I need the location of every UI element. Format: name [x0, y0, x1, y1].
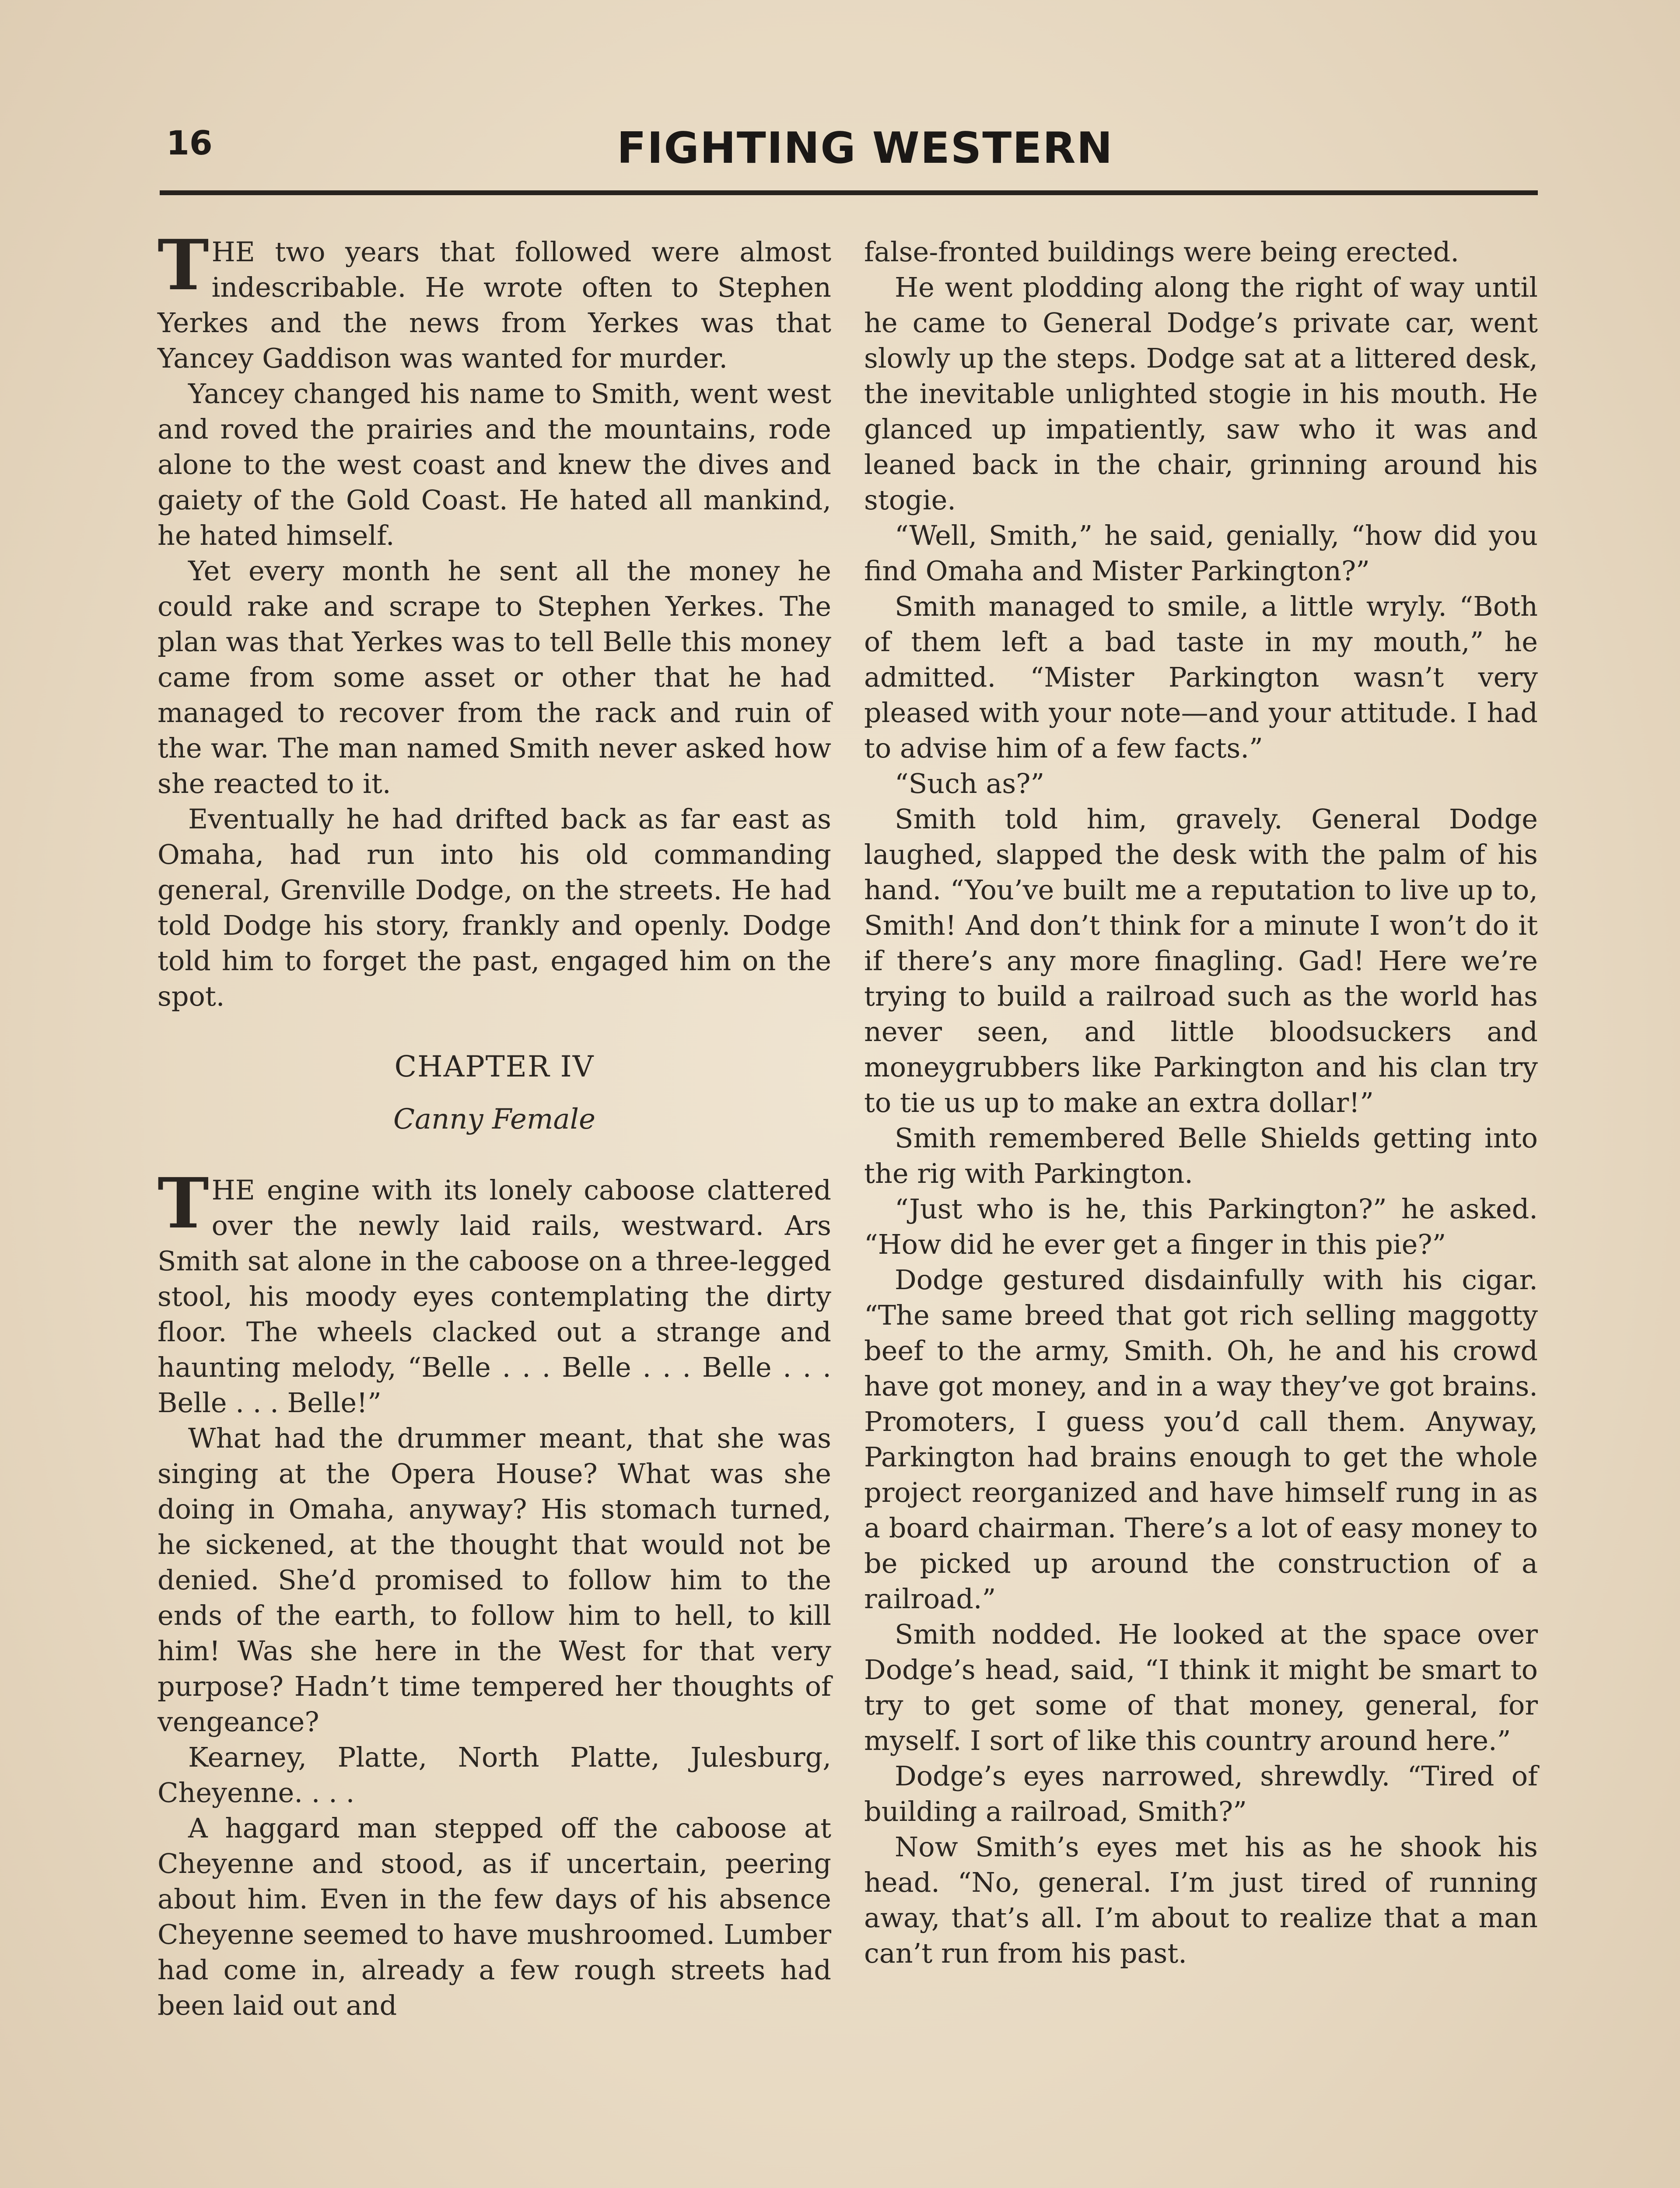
- paragraph: false-fronted buildings were being erected.: [864, 236, 1460, 268]
- right-column: [864, 234, 1538, 1971]
- paragraph: Yancey changed his name to Smith, went west and roved the prairies and the mountains, rode alone to the west coast and knew the dives and gaiety of the Gold Coast. He hated all mankind, he hated himself.: [158, 378, 831, 551]
- paragraph: Now Smith’s eyes met his as he shook his head. “No, general. I’m just tired of running away, that’s all. I’m about to realize that a man can’t run from his past.: [864, 1831, 1538, 1969]
- paragraph-text: HE two years that followed were almost indescribable. He wrote often to Stephen Yerkes and the news from Yerkes was that Yancey Gaddison was wanted for murder.: [158, 236, 831, 374]
- paragraph: Eventually he had drifted back as far east as Omaha, had run into his old commanding general, Grenville Dodge, on the streets. He had told Dodge his story, frankly and openly. Dodge told him to forget the past, engaged him on the spot.: [158, 803, 831, 1012]
- paragraph: [158, 1163, 831, 1420]
- chapter-subtitle: Canny Female: [393, 1103, 596, 1136]
- paragraph: Smith nodded. He looked at the space over Dodge’s head, said, “I think it might be smart to try to get some of that money, general, for myself. I sort of like this country around here.”: [864, 1618, 1538, 1757]
- paragraph: What had the drummer meant, that she was singing at the Opera House? What was she doing in Omaha, anyway? His stomach turned, he sickened, at the thought that would not be denied. She’d promised to follow him to the ends of the earth, to follow him to hell, to kill him! Was she here in the West for that very purpose? Hadn’t time tempered her thoughts of vengeance?: [158, 1422, 831, 1738]
- paragraph: Dodge gestured disdainfully with his cigar. “The same breed that got rich selling maggotty beef to the army, Smith. Oh, he and his crowd have got money, and in a way they’ve got brains. Promoters, I guess you’d call them. Anyway, Parkington had brains enough to get the whole project reorganized and have himself rung in as a board chairman. There’s a lot of easy money to be picked up around the construction of a railroad.”: [864, 1264, 1538, 1615]
- left-column: [158, 225, 831, 2023]
- header-rule: [160, 190, 1538, 195]
- paragraph: Kearney, Platte, North Platte, Julesburg, Cheyenne. . . .: [158, 1741, 831, 1809]
- running-header-title: FIGHTING WESTERN: [617, 123, 1113, 173]
- paragraph: Yet every month he sent all the money he could rake and scrape to Stephen Yerkes. The plan was that Yerkes was to tell Belle this money came from some asset or other that he had managed to recover from the rack and ruin of the war. The man named Smith never asked how she reacted to it.: [158, 555, 831, 799]
- paragraph-text: HE engine with its lonely caboose clattered over the newly laid rails, westward. Ars Smith sat alone in the caboose on a three-legged stool, his moody eyes contemplating the dirty floor. The wheels clacked out a strange and haunting melody, “Belle . . . Belle . . . Belle . . . Belle . . . Belle!”: [158, 1174, 831, 1419]
- paragraph: Smith told him, gravely. General Dodge laughed, slapped the desk with the palm of his hand. “You’ve built me a reputation to live up to, Smith! And don’t think for a minute I won’t do it if there’s any more finagling. Gad! Here we’re trying to build a railroad such as the world has never seen, and little bloodsuckers and moneygrubbers like Parkington and his clan try to tie us up to make an extra dollar!”: [864, 803, 1538, 1119]
- paragraph: Smith managed to smile, a little wryly. “Both of them left a bad taste in my mouth,” he admitted. “Mister Parkington wasn’t very pleased with your note—and your attitude. I had to advise him of a few facts.”: [864, 590, 1538, 764]
- paragraph: “Well, Smith,” he said, genially, “how did you find Omaha and Mister Parkington?”: [864, 519, 1538, 587]
- paragraph: Smith remembered Belle Shields getting into the rig with Parkington.: [864, 1122, 1538, 1189]
- paragraph: [158, 225, 831, 376]
- chapter-title: CHAPTER IV: [394, 1050, 595, 1083]
- paragraph: “Just who is he, this Parkington?” he asked. “How did he ever get a finger in this pie?”: [864, 1193, 1538, 1260]
- paragraph: Dodge’s eyes narrowed, shrewdly. “Tired of building a railroad, Smith?”: [864, 1760, 1538, 1827]
- paragraph: “Such as?”: [895, 768, 1045, 799]
- drop-cap: T: [158, 225, 209, 306]
- drop-cap: T: [158, 1163, 209, 1244]
- page-number: 16: [166, 123, 213, 162]
- paragraph: A haggard man stepped off the caboose at Cheyenne and stood, as if uncertain, peering about him. Even in the few days of his absence Cheyenne seemed to have mushroomed. Lumber had come in, already a few rough streets had been laid out and: [158, 1812, 831, 2021]
- paragraph: He went plodding along the right of way until he came to General Dodge’s private car, went slowly up the steps. Dodge sat at a littered desk, the inevitable unlighted stogie in his mouth. He glanced up impatiently, saw who it was and leaned back in the chair, grinning around his stogie.: [864, 271, 1538, 516]
